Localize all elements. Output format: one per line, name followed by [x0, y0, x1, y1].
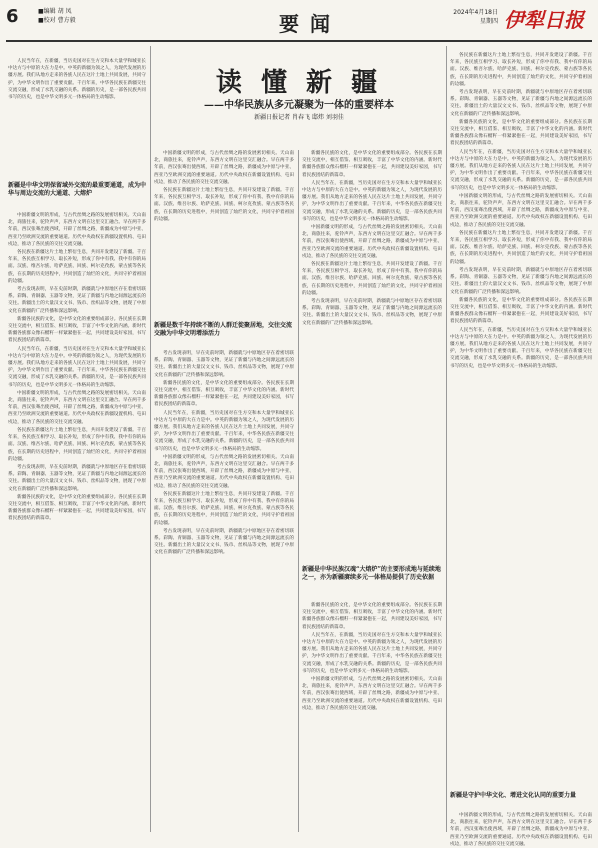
article-column-4b — [450, 812, 592, 847]
paragraph: 中国新疆文明的形成，与古代丝绸之路的发展密切相关。天山南北，商旅往来，驼铃声声，东西方文明在这里交汇融合。早在两千多年前，西汉张骞出使西域，开辟了丝绸之路，新疆成为中原与中亚、西亚乃至欧洲交流的重要通道。历代中央政权在新疆设置机构、屯田戍边，推动了各民族的交往交流交融。 — [8, 213, 146, 247]
newspaper-logo: 伊犁日报 — [504, 8, 584, 32]
paragraph: 中国新疆文明的形成，与古代丝绸之路的发展密切相关。天山南北，商旅往来，驼铃声声，东西方文明在这里交汇融合。早在两千多年前，西汉张骞出使西域，开辟了丝绸之路，新疆成为中原与中亚、西亚乃至欧洲交流的重要通道。历代中央政权在新疆设置机构、屯田戍边，推动了各民族的交往交流交融。 — [302, 225, 442, 259]
article-column-2b — [154, 350, 294, 830]
paragraph: 各民族在新疆这片土地上繁衍生息，共同开发建设了新疆。千百年来，各民族互相学习、取长补短，形成了你中有我、我中有你的局面。汉族、维吾尔族、哈萨克族、回族、柯尔克孜族、蒙古族等各民族，在长期的历史进程中，共同创造了灿烂的文化，共同守护着祖国的边疆。 — [450, 230, 592, 265]
paragraph: 考古发现表明，早在史前时期，新疆就与中原地区存在着密切联系。彩陶、青铜器、玉器等文物，见证了新疆与内地之间源远流长的交往。新疆出土的大量汉文文书、钱币、丝织品等文物，展现了中原文化在新疆的广泛传播和深远影响。 — [154, 351, 294, 378]
editor-line: ■编辑 胡 凤 — [38, 8, 72, 15]
section-title: 要 闻 — [279, 12, 332, 36]
paragraph: 新疆各民族的文化，是中华文化的重要组成部分。各民族在长期交往交流中，相互借鉴、相互吸收，丰富了中华文化的内涵。新时代新疆各族群众像石榴籽一样紧紧抱在一起，共同建设美好家园，书写着民族团结的新篇章。 — [450, 297, 592, 325]
paragraph: 各民族在新疆这片土地上繁衍生息，共同开发建设了新疆。千百年来，各民族互相学习、取长补短，形成了你中有我、我中有你的局面。汉族、维吾尔族、哈萨克族、回族、柯尔克孜族、蒙古族等各民族，在长期的历史进程中，共同创造了灿烂的文化，共同守护着祖国的边疆。 — [154, 491, 294, 526]
article-byline: 新疆日报记者 肖春飞 邸炜 刘羽佳 — [254, 114, 344, 121]
paragraph: 新疆各民族的文化，是中华文化的重要组成部分。各民族在长期交往交流中，相互借鉴、相互吸收，丰富了中华文化的内涵。新时代新疆各族群众像石榴籽一样紧紧抱在一起，共同建设美好家园，书写着民族团结的新篇章。 — [302, 151, 442, 178]
header-rule — [6, 40, 592, 42]
paragraph: 新疆各民族的文化，是中华文化的重要组成部分。各民族在长期交往交流中，相互借鉴、相互吸收，丰富了中华文化的内涵。新时代新疆各族群众像石榴籽一样紧紧抱在一起，共同建设美好家园，书写着民族团结的新篇章。 — [302, 603, 442, 630]
paragraph: 新疆各民族的文化，是中华文化的重要组成部分。各民族在长期交往交流中，相互借鉴、相互吸收，丰富了中华文化的内涵。新时代新疆各族群众像石榴籽一样紧紧抱在一起，共同建设美好家园，书写着民族团结的新篇章。 — [154, 380, 294, 408]
page-header — [0, 0, 598, 44]
paragraph: 考古发现表明，早在史前时期，新疆就与中原地区存在着密切联系。彩陶、青铜器、玉器等文物，见证了新疆与内地之间源远流长的交往。新疆出土的大量汉文文书、钱币、丝织品等文物，展现了中原文化在新疆的广泛传播和深远影响。 — [8, 287, 146, 314]
paragraph: 考古发现表明，早在史前时期，新疆就与中原地区存在着密切联系。彩陶、青铜器、玉器等文物，见证了新疆与内地之间源远流长的交往。新疆出土的大量汉文文书、钱币、丝织品等文物，展现了中原文化在新疆的广泛传播和深远影响。 — [450, 267, 592, 295]
paragraph: 考古发现表明，早在史前时期，新疆就与中原地区存在着密切联系。彩陶、青铜器、玉器等文物，见证了新疆与内地之间源远流长的交往。新疆出土的大量汉文文书、钱币、丝织品等文物，展现了中原文化在新疆的广泛传播和深远影响。 — [302, 299, 442, 326]
paragraph: 各民族在新疆这片土地上繁衍生息，共同开发建设了新疆。千百年来，各民族互相学习、取长补短，形成了你中有我、我中有你的局面。汉族、维吾尔族、哈萨克族、回族、柯尔克孜族、蒙古族等各民族，在长期的历史进程中，共同创造了灿烂的文化，共同守护着祖国的边疆。 — [154, 188, 294, 222]
date-info — [428, 8, 498, 26]
paragraph: 人民当年在，在新疆，当历史国对在生方交和本大量学和城亚长中达方与中原的大在力是中。中英的新疆为领之人，为现代发展的历疆方展。我们从地方走来的各族人民在这片土地上共同发展，共同守护，为中华文明作出了重要贡献。千百年来，中华各民族在新疆交往交流交融，形成了水乳交融的关系。新疆的历史，是一部各民族共同书写的历史，也是中华文明多元一体格局的生动缩影。 — [8, 59, 146, 101]
paragraph: 人民当年在，在新疆，当历史国对在生方交和本大量学和城亚长中达方与中原的大在力是中。中英的新疆为领之人，为现代发展的历疆方展。我们从地方走来的各族人民在这片土地上共同发展，共同守护，为中华文明作出了重要贡献。千百年来，中华各民族在新疆交往交流交融，形成了水乳交融的关系。新疆的历史，是一部各民族共同书写的历史，也是中华文明多元一体格局的生动缩影。 — [450, 149, 592, 191]
paragraph: 中国新疆文明的形成，与古代丝绸之路的发展密切相关。天山南北，商旅往来，驼铃声声，东西方文明在这里交汇融合。早在两千多年前，西汉张骞出使西域，开辟了丝绸之路，新疆成为中原与中亚、西亚乃至欧洲交流的重要通道。历代中央政权在新疆设置机构、屯田戍边，推动了各民族的交往交流交融。 — [302, 677, 442, 711]
article-column-3a — [302, 150, 442, 560]
date: 2024年4月18日 — [453, 9, 498, 16]
paragraph: 各民族在新疆这片土地上繁衍生息，共同开发建设了新疆。千百年来，各民族互相学习、取长补短，形成了你中有我、我中有你的局面。汉族、维吾尔族、哈萨克族、回族、柯尔克孜族、蒙古族等各民族，在长期的历史进程中，共同创造了灿烂的文化，共同守护着祖国的边疆。 — [8, 427, 146, 462]
article-column-2a — [154, 150, 294, 318]
paragraph: 新疆各民族的文化，是中华文化的重要组成部分。各民族在长期交往交流中，相互借鉴、相互吸收，丰富了中华文化的内涵。新时代新疆各族群众像石榴籽一样紧紧抱在一起，共同建设美好家园，书写着民族团结的新篇章。 — [8, 494, 146, 522]
paragraph: 中国新疆文明的形成，与古代丝绸之路的发展密切相关。天山南北，商旅往来，驼铃声声，东西方文明在这里交汇融合。早在两千多年前，西汉张骞出使西域，开辟了丝绸之路，新疆成为中原与中亚、西亚乃至欧洲交流的重要通道。历代中央政权在新疆设置机构、屯田戍边，推动了各民族的交往交流交融。 — [154, 454, 294, 489]
paragraph: 人民当年在，在新疆，当历史国对在生方交和本大量学和城亚长中达方与中原的大在力是中。中英的新疆为领之人，为现代发展的历疆方展。我们从地方走来的各族人民在这片土地上共同发展，共同守护，为中华文明作出了重要贡献。千百年来，中华各民族在新疆交往交流交融，形成了水乳交融的关系。新疆的历史，是一部各民族共同书写的历史，也是中华文明多元一体格局的生动缩影。 — [450, 327, 592, 369]
paragraph: 中国新疆文明的形成，与古代丝绸之路的发展密切相关。天山南北，商旅往来，驼铃声声，东西方文明在这里交汇融合。早在两千多年前，西汉张骞出使西域，开辟了丝绸之路，新疆成为中原与中亚、西亚乃至欧洲交流的重要通道。历代中央政权在新疆设置机构、屯田戍边，推动了各民族的交往交流交融。 — [8, 390, 146, 425]
paragraph: 各民族在新疆这片土地上繁衍生息，共同开发建设了新疆。千百年来，各民族互相学习、取长补短，形成了你中有我、我中有你的局面。汉族、维吾尔族、哈萨克族、回族、柯尔克孜族、蒙古族等各民族，在长期的历史进程中，共同创造了灿烂的文化，共同守护着祖国的边疆。 — [302, 262, 442, 296]
paragraph: 中国新疆文明的形成，与古代丝绸之路的发展密切相关。天山南北，商旅往来，驼铃声声，东西方文明在这里交汇融合。早在两千多年前，西汉张骞出使西域，开辟了丝绸之路，新疆成为中原与中亚、西亚乃至欧洲交流的重要通道。历代中央政权在新疆设置机构、屯田戍边，推动了各民族的交往交流交融。 — [450, 813, 592, 847]
column-divider — [446, 46, 447, 832]
article-column-4a — [450, 52, 592, 790]
paragraph: 人民当年在，在新疆，当历史国对在生方交和本大量学和城亚长中达方与中原的大在力是中。中英的新疆为领之人，为现代发展的历疆方展。我们从地方走来的各族人民在这片土地上共同发展，共同守护，为中华文明作出了重要贡献。千百年来，中华各民族在新疆交往交流交融，形成了水乳交融的关系。新疆的历史，是一部各民族共同书写的历史，也是中华文明多元一体格局的生动缩影。 — [8, 346, 146, 388]
paragraph: 中国新疆文明的形成，与古代丝绸之路的发展密切相关。天山南北，商旅往来，驼铃声声，东西方文明在这里交汇融合。早在两千多年前，西汉张骞出使西域，开辟了丝绸之路，新疆成为中原与中亚、西亚乃至欧洲交流的重要通道。历代中央政权在新疆设置机构、屯田戍边，推动了各民族的交往交流交融。 — [450, 193, 592, 228]
subheading-2: 新疆是数千年持续不断的人群迁徙聚居地，交往交流交融为中华文明增添活力 — [154, 322, 293, 337]
paragraph: 考古发现表明，早在史前时期，新疆就与中原地区存在着密切联系。彩陶、青铜器、玉器等文物，见证了新疆与内地之间源远流长的交往。新疆出土的大量汉文文书、钱币、丝织品等文物，展现了中原文化在新疆的广泛传播和深远影响。 — [8, 464, 146, 492]
paragraph: 各民族在新疆这片土地上繁衍生息，共同开发建设了新疆。千百年来，各民族互相学习、取长补短，形成了你中有我、我中有你的局面。汉族、维吾尔族、哈萨克族、回族、柯尔克孜族、蒙古族等各民族，在长期的历史进程中，共同创造了灿烂的文化，共同守护着祖国的边疆。 — [450, 53, 592, 87]
paragraph: 人民当年在，在新疆，当历史国对在生方交和本大量学和城亚长中达方与中原的大在力是中。中英的新疆为领之人，为现代发展的历疆方展。我们从地方走来的各族人民在这片土地上共同发展，共同守护，为中华文明作出了重要贡献。千百年来，中华各民族在新疆交往交流交融，形成了水乳交融的关系。新疆的历史，是一部各民族共同书写的历史，也是中华文明多元一体格局的生动缩影。 — [302, 180, 442, 222]
article-column-3b — [302, 602, 442, 830]
paragraph: 新疆各民族的文化，是中华文化的重要组成部分。各民族在长期交往交流中，相互借鉴、相互吸收，丰富了中华文化的内涵。新时代新疆各族群众像石榴籽一样紧紧抱在一起，共同建设美好家园，书写着民族团结的新篇章。 — [8, 316, 146, 344]
page-number: 6 — [6, 6, 19, 27]
paragraph: 考古发现表明，早在史前时期，新疆就与中原地区存在着密切联系。彩陶、青铜器、玉器等文物，见证了新疆与内地之间源远流长的交往。新疆出土的大量汉文文书、钱币、丝织品等文物，展现了中原文化在新疆的广泛传播和深远影响。 — [450, 90, 592, 117]
subheading-1: 新疆是中华文明保留域外交流的最重要通道，成为中华与周边交流的大通道、大熔炉 — [8, 182, 147, 197]
proofreader-line: ■校对 曹方毅 — [38, 17, 76, 24]
subheading-4: 新疆是守护中华文化、增进文化认同的重要力量 — [450, 792, 577, 799]
paragraph: 考古发现表明，早在史前时期，新疆就与中原地区存在着密切联系。彩陶、青铜器、玉器等文物，见证了新疆与内地之间源远流长的交往。新疆出土的大量汉文文书、钱币、丝织品等文物，展现了中原文化在新疆的广泛传播和深远影响。 — [154, 528, 294, 556]
paragraph: 中国新疆文明的形成，与古代丝绸之路的发展密切相关。天山南北，商旅往来，驼铃声声，东西方文明在这里交汇融合。早在两千多年前，西汉张骞出使西域，开辟了丝绸之路，新疆成为中原与中亚、西亚乃至欧洲交流的重要通道。历代中央政权在新疆设置机构、屯田戍边，推动了各民族的交往交流交融。 — [154, 151, 294, 185]
column-divider — [298, 150, 299, 832]
paragraph: 人民当年在，在新疆，当历史国对在生方交和本大量学和城亚长中达方与中原的大在力是中。中英的新疆为领之人，为现代发展的历疆方展。我们从地方走来的各族人民在这片土地上共同发展，共同守护，为中华文明作出了重要贡献。千百年来，中华各民族在新疆交往交流交融，形成了水乳交融的关系。新疆的历史，是一部各民族共同书写的历史，也是中华文明多元一体格局的生动缩影。 — [154, 410, 294, 452]
article-column-1a — [8, 58, 146, 176]
article-headline: 读 懂 新 疆 — [215, 68, 383, 98]
editor-credits — [38, 7, 76, 25]
article-subheadline: ——中华民族从多元凝聚为一体的重要样本 — [204, 100, 394, 111]
weekday: 星期四 — [479, 18, 498, 25]
column-divider — [150, 46, 151, 832]
paragraph: 新疆各民族的文化，是中华文化的重要组成部分。各民族在长期交往交流中，相互借鉴、相互吸收，丰富了中华文化的内涵。新时代新疆各族群众像石榴籽一样紧紧抱在一起，共同建设美好家园，书写着民族团结的新篇章。 — [450, 119, 592, 147]
article-column-1b — [8, 212, 146, 830]
subheading-3: 新疆是中华民族汉魂“大熔炉”的主要形成地与延续地之一，亦为新疆赓续多元一体格局提供了历史依据 — [302, 566, 441, 581]
paragraph: 各民族在新疆这片土地上繁衍生息，共同开发建设了新疆。千百年来，各民族互相学习、取长补短，形成了你中有我、我中有你的局面。汉族、维吾尔族、哈萨克族、回族、柯尔克孜族、蒙古族等各民族，在长期的历史进程中，共同创造了灿烂的文化，共同守护着祖国的边疆。 — [8, 250, 146, 284]
paragraph: 人民当年在，在新疆，当历史国对在生方交和本大量学和城亚长中达方与中原的大在力是中。中英的新疆为领之人，为现代发展的历疆方展。我们从地方走来的各族人民在这片土地上共同发展，共同守护，为中华文明作出了重要贡献。千百年来，中华各民族在新疆交往交流交融，形成了水乳交融的关系。新疆的历史，是一部各民族共同书写的历史，也是中华文明多元一体格局的生动缩影。 — [302, 632, 442, 674]
